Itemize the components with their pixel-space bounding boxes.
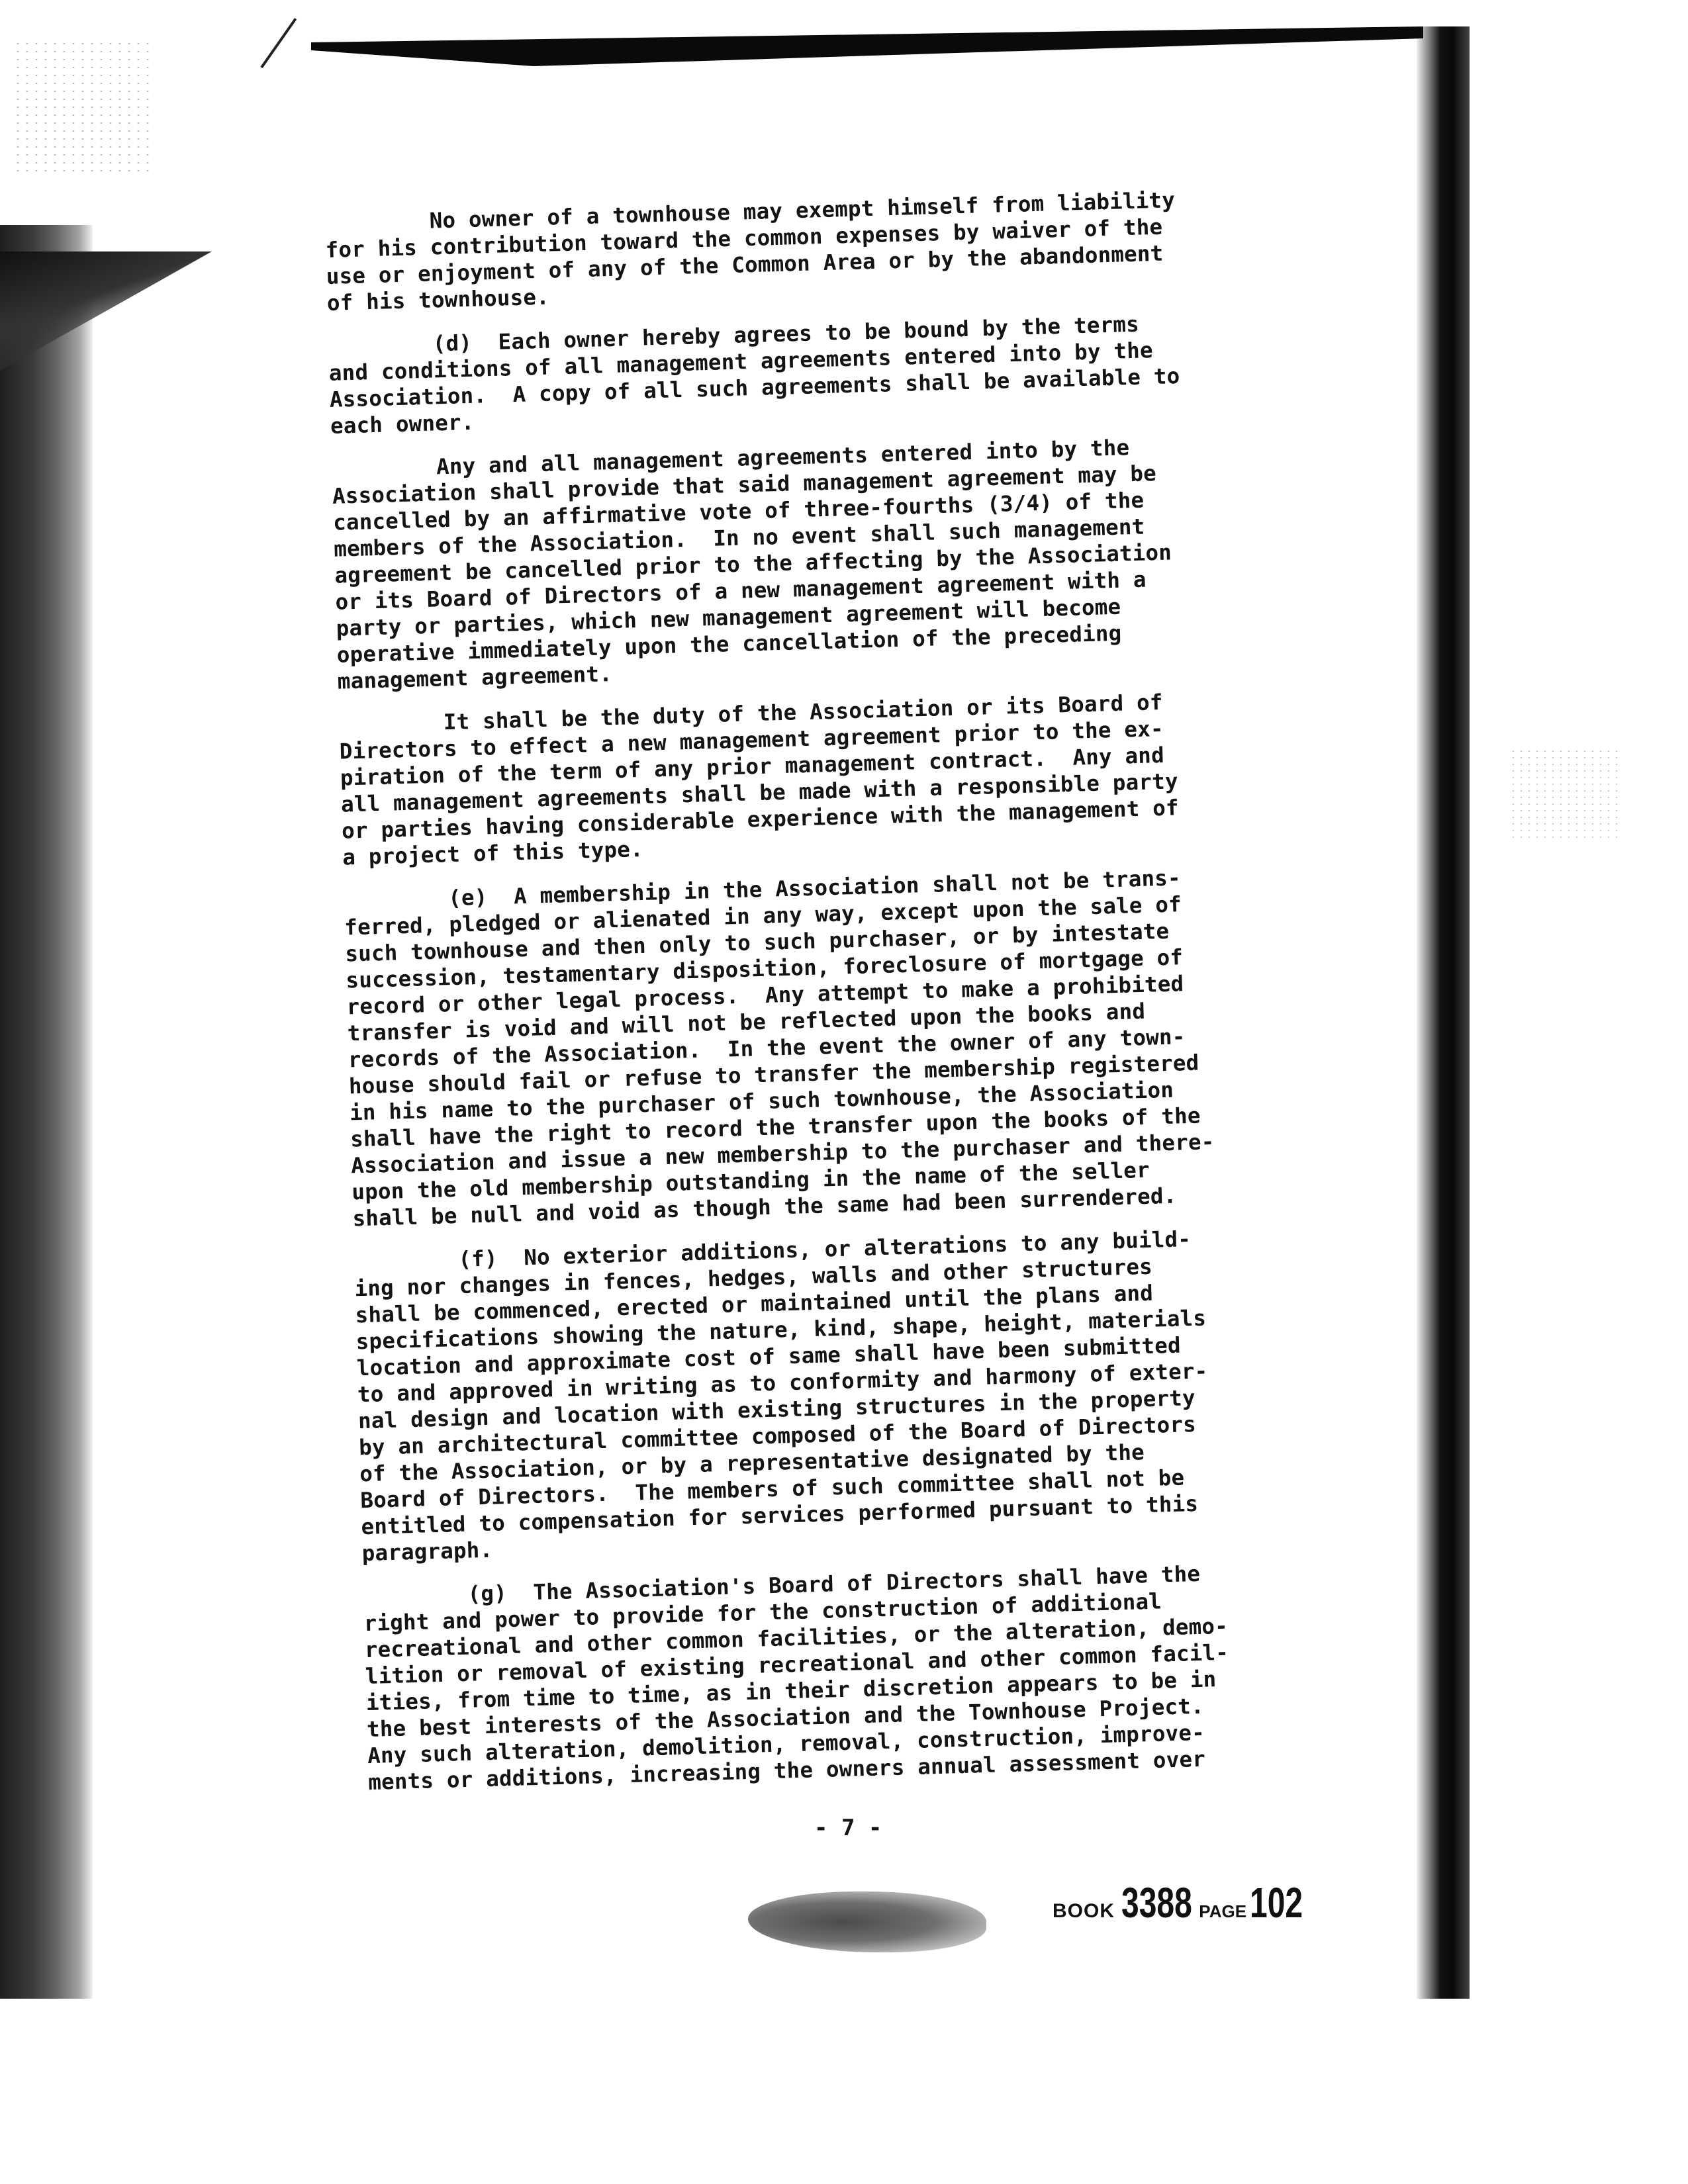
- paragraph-management-duty: It shall be the duty of the Association or its Board of Directors to effect a new management agreement prior to the ex- piration of the term of any prior management contract. Any and all management agreements shall be made with a responsible party or parties having considerable experience with the management of a project of this type.: [338, 689, 1180, 870]
- page-reference-number: 102: [1249, 1879, 1303, 1927]
- ink-stamp: [748, 1891, 986, 1952]
- book-page-reference: [1053, 1878, 1320, 1927]
- paragraph-f-exterior-additions: (f) No exterior additions, or alterations to any build- ing nor changes in fences, hedges, walls and other structures shall be commenced, erected or maintained until the plans and specifications showing the nature, kind, shape, height, materials location and approximate cost of same shall have been submitted to and approved in writing as to conformity and harmony of exter- nal design and location with existing structures in the property by an architectural committee composed of the Board of Directors of the Association, or by a representative designated by the Board of Directors. The members of such committee shall not be entitled to compensation for services performed pursuant to this paragraph.: [353, 1226, 1208, 1567]
- scan-speckle-top-left: [13, 40, 152, 172]
- scan-speckle-right: [1509, 748, 1622, 841]
- paragraph-d-management-terms: (d) Each owner hereby agrees to be bound by the terms and conditions of all management agreements entered into by the Association. A copy of all such agreements shall be available to each owner.: [328, 311, 1180, 439]
- left-scan-shadow: [0, 225, 93, 1999]
- right-scan-shadow: [1417, 26, 1470, 1999]
- paragraph-g-common-facilities: (g) The Association's Board of Directors shall have the right and power to provide for the construction of additional recreational and other common facilities, or the alteration, demo- lition or removal of existing recreational and other common facil- ities, from time to time, as in their discretion appears to be in the best interests of the Association and the Townhouse Project. Any such alteration, demolition, removal, construction, improve- ments or additions, increasing the owners annual assessment over: [362, 1561, 1229, 1796]
- paragraph-e-membership-transfer: (e) A membership in the Association shall not be trans- ferred, pledged or alienated in any way, except upon the sale of such townhouse and then only to such purchaser, or by intestate succession, testamentary disposition, foreclosure of mortgage of record or other legal process. Any attempt to make a prohibited transfer is void and will not be reflected upon the books and records of the Association. In the event the owner of any town- house should fail or refuse to transfer the membership registered in his name to the purchaser of such townhouse, the Association shall have the right to record the transfer upon the books of the Association and issue a new membership to the purchaser and there- upon the old membership outstanding in the name of the seller shall be null and void as though the same had been surrendered.: [343, 865, 1215, 1232]
- left-scan-fold: [0, 251, 212, 371]
- page-label: PAGE: [1199, 1901, 1247, 1921]
- paragraph-owner-liability: No owner of a townhouse may exempt himself from liability for his contribution toward the common expenses by waiver of the use or enjoyment of any of the Common Area or by the abandonment of his townhouse.: [324, 187, 1176, 316]
- page-number: - 7 -: [814, 1815, 882, 1841]
- book-number: 3388: [1121, 1879, 1193, 1927]
- top-scan-line: [260, 18, 297, 68]
- book-label: BOOK: [1053, 1900, 1115, 1922]
- top-scan-edge: [311, 26, 1423, 66]
- paragraph-management-cancellation: Any and all management agreements entered into by the Association shall provide that said management agreement may be cancelled by an affirmative vote of three-fourths (3/4) of the members of the Association. In no event shall such management agreement be cancelled prior to the affecting by the Association or its Board of Directors of a new management agreement with a party or parties, which new management agreement will become operative immediately upon the cancellation of the preceding management agreement.: [331, 435, 1172, 694]
- document-body: [324, 183, 1362, 1813]
